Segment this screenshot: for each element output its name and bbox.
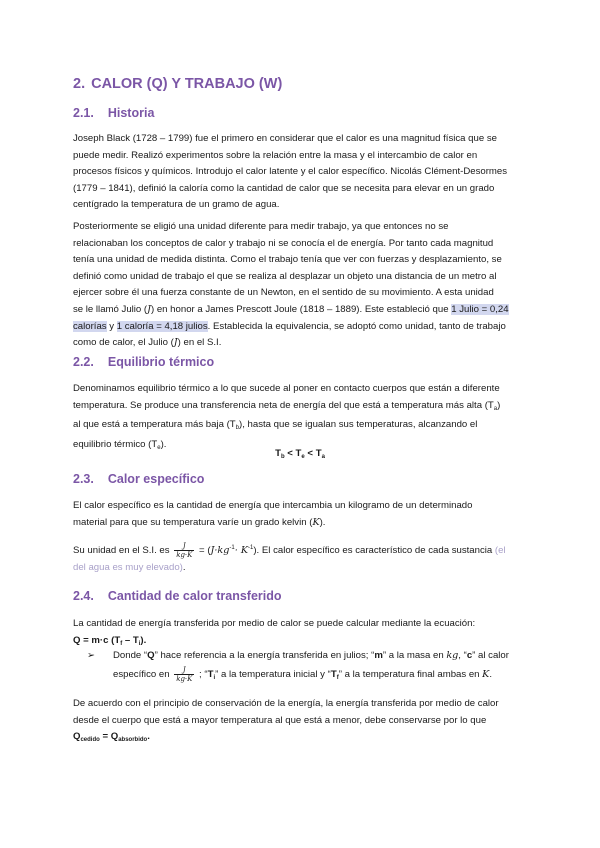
- subscript: a: [321, 454, 325, 460]
- kelvin-symbol: K: [482, 668, 490, 680]
- subsection-heading-equilibrio: [73, 355, 214, 369]
- text-line: Joseph Black (1728 – 1799) fue el primero en considerar que el calor es una magnitud física que se: [73, 133, 497, 144]
- text-line: [73, 729, 527, 749]
- text-line: [113, 648, 527, 665]
- symbol-m: m: [374, 650, 383, 661]
- text-line: centígrado la temperatura de un gramo de agua.: [73, 199, 280, 211]
- symbol-q: Q: [147, 650, 155, 661]
- text-line: [73, 398, 527, 418]
- text-run: Q = m·c (T: [73, 634, 121, 646]
- text-run: ” hace referencia a la energía transferida en julios; “: [154, 650, 375, 661]
- subsection-number: 2.1.: [73, 106, 94, 120]
- text-line: [73, 417, 527, 437]
- subscript: b: [235, 425, 239, 432]
- section-title: CALOR (Q) Y TRABAJO (W): [91, 76, 283, 92]
- kelvin-symbol: K: [312, 516, 320, 528]
- text-run: temperatura. Se produce una transferencia neta de energía del que está a temperatura más alta (T: [73, 399, 494, 411]
- gray-note: del agua es muy elevado): [73, 562, 183, 574]
- bullet-text: [73, 648, 527, 688]
- text-run: .: [182, 562, 186, 574]
- text-run: . Establecida la equivalencia, se adoptó como unidad, tanto de trabajo: [207, 320, 506, 332]
- text-run: ” al calor: [472, 650, 509, 661]
- text-run: T: [275, 448, 281, 459]
- text-line: Denominamos equilibrio térmico a lo que sucede al poner en contacto cuerpos que están a diferente: [73, 383, 500, 394]
- text-run: equilibrio térmico (T: [73, 438, 158, 450]
- text-line: (1779 – 1841), definió la caloría como la cantidad de calor que se necesita para elevar en un grado: [73, 182, 495, 194]
- text-line: puede medir. Realizó experimentos sobre la relación entre la masa y el intercambio de calor en: [73, 149, 478, 161]
- section-heading: [73, 76, 288, 92]
- text-run: ” a la temperatura final ambas en: [338, 668, 483, 680]
- subsection-title: Equilibrio térmico: [107, 355, 215, 369]
- text-run: Q: [73, 731, 81, 743]
- subsection-number: 2.2.: [73, 355, 94, 369]
- text-line: desde el cuerpo que está a mayor temperatura al que está a menor, debe conservarse por lo que: [73, 714, 487, 726]
- subscript: e: [301, 454, 305, 460]
- subsection-title: Calor específico: [107, 472, 205, 486]
- subscript: absorbido: [118, 737, 148, 744]
- text-run: , “: [458, 650, 467, 661]
- text-run: – T: [122, 634, 139, 646]
- text-run: Donde “: [113, 650, 148, 661]
- unit-fraction: [174, 666, 194, 683]
- text-line: ejercer sobre él una fuerza constante de un Newton, en el sentido de su movimiento. A esta unidad: [73, 287, 494, 299]
- text-run: .: [147, 731, 150, 743]
- highlighted-text: 1 caloría = 4,18 julios: [116, 320, 208, 332]
- text-line: [73, 515, 527, 532]
- paragraph-historia-2: [73, 219, 527, 352]
- text-line: procesos físicos y químicos. Introdujo el calor latente y el calor específico. Nicolás Clément-Desormes: [73, 166, 508, 178]
- text-line: [73, 319, 527, 336]
- section-number: 2.: [73, 76, 86, 92]
- unit-expression: J·kg: [210, 545, 230, 557]
- text-run: ). El calor específico es característico de cada sustancia: [253, 545, 495, 557]
- text-line: [73, 302, 527, 319]
- text-line: De acuerdo con el principio de conservación de la energía, la energía transferida por medio de calor: [73, 698, 499, 709]
- subscript: f: [120, 640, 123, 647]
- text-line: tenía una unidad de medida distinta. Como el trabajo tenía que ver con fuerzas y desplazamiento, se: [73, 254, 502, 266]
- fraction-numerator: J: [174, 542, 194, 551]
- text-run: ” a la masa en: [382, 650, 447, 661]
- text-line: definió como unidad de trabajo el que se realiza al desplazar un objeto una distancia de un metro al: [73, 270, 497, 282]
- text-line: relacionaban los conceptos de calor y trabajo ni se conocía el de energía. Por tanto cada magnitud: [73, 237, 494, 249]
- text-run: al que está a temperatura más baja (T: [73, 419, 236, 431]
- gray-note: (el: [494, 545, 506, 557]
- paragraph-historia-1: [73, 131, 527, 214]
- text-run: < T: [284, 448, 302, 459]
- symbol-ti: T: [207, 668, 214, 680]
- text-run: ” a la temperatura inicial y “: [215, 668, 331, 680]
- paragraph-unidad: [73, 540, 527, 576]
- subscript: a: [493, 405, 498, 412]
- text-run: y: [106, 320, 117, 332]
- fraction-numerator: J: [174, 666, 194, 675]
- text-line: Posteriormente se eligió una unidad diferente para medir trabajo, ya que entonces no se: [73, 221, 449, 232]
- temperature-inequality: [73, 448, 527, 460]
- text-run: = Q: [99, 731, 119, 743]
- text-run: ): [497, 399, 501, 411]
- text-run: ), hasta que se igualan sus temperaturas, alcanzando el: [239, 419, 478, 431]
- paragraph-cantidad-calor: [73, 616, 527, 652]
- text-run: como de calor, el Julio (: [73, 337, 174, 349]
- text-run: ) en honor a James Prescott Joule (1818 – 1889). Este estableció que: [150, 303, 452, 315]
- subscript: cedido: [80, 737, 100, 744]
- text-line: [73, 540, 527, 559]
- text-run: ) en el S.I.: [177, 337, 222, 349]
- bullet-item: [73, 648, 527, 688]
- text-run: .: [489, 668, 493, 680]
- subsection-title: Historia: [107, 106, 155, 120]
- text-run: se le llamó Julio (: [73, 303, 148, 315]
- paragraph-calor-especifico: [73, 498, 527, 531]
- subscript: f: [336, 674, 339, 681]
- subscript: e: [157, 444, 161, 451]
- symbol-tf: T: [330, 668, 337, 680]
- text-run: < T: [304, 448, 322, 459]
- text-line: El calor específico es la cantidad de energía que intercambia un kilogramo de un determinado: [73, 500, 473, 511]
- text-run: ).: [140, 634, 147, 646]
- superscript: -1: [248, 545, 254, 551]
- text-line: [113, 665, 527, 688]
- text-line: La cantidad de energía transferida por medio de calor se puede calcular mediante la ecuación:: [73, 618, 476, 629]
- subsection-title: Cantidad de calor transferido: [107, 589, 282, 603]
- subsection-heading-cantidad-calor: [73, 589, 282, 603]
- paragraph-equilibrio: [73, 381, 527, 456]
- unit-kg: kg: [446, 650, 459, 661]
- fraction-denominator: kg·K: [176, 551, 193, 560]
- unit-fraction: [174, 542, 194, 559]
- text-run: Su unidad en el S.I. es: [73, 545, 173, 557]
- text-run: material para que su temperatura varíe un grado kelvin (: [73, 516, 313, 528]
- unit-expression: · K: [234, 545, 249, 557]
- arrow-bullet-icon: ➢: [87, 650, 96, 661]
- joule-symbol: J: [147, 303, 151, 315]
- highlighted-text: 1 Julio = 0,24: [451, 303, 509, 315]
- highlighted-text: calorías: [73, 320, 107, 332]
- text-run: específico en: [113, 668, 173, 680]
- subscript: i: [213, 674, 216, 681]
- text-run: = (: [196, 545, 211, 557]
- subsection-number: 2.3.: [73, 472, 94, 486]
- text-line: [73, 559, 527, 576]
- text-line: [73, 335, 527, 352]
- subsection-heading-calor-especifico: [73, 472, 204, 486]
- text-run: ).: [160, 438, 167, 450]
- subscript: b: [280, 454, 285, 460]
- subsection-number: 2.4.: [73, 589, 94, 603]
- symbol-c: c: [466, 650, 473, 661]
- text-run: ; “: [196, 668, 208, 680]
- text-run: ).: [319, 516, 326, 528]
- superscript: -1: [229, 545, 235, 551]
- subsection-heading-historia: [73, 106, 154, 120]
- joule-symbol: J: [173, 337, 178, 349]
- subscript: i: [138, 640, 141, 647]
- fraction-denominator: kg·K: [176, 674, 193, 683]
- paragraph-conservacion: [73, 696, 527, 749]
